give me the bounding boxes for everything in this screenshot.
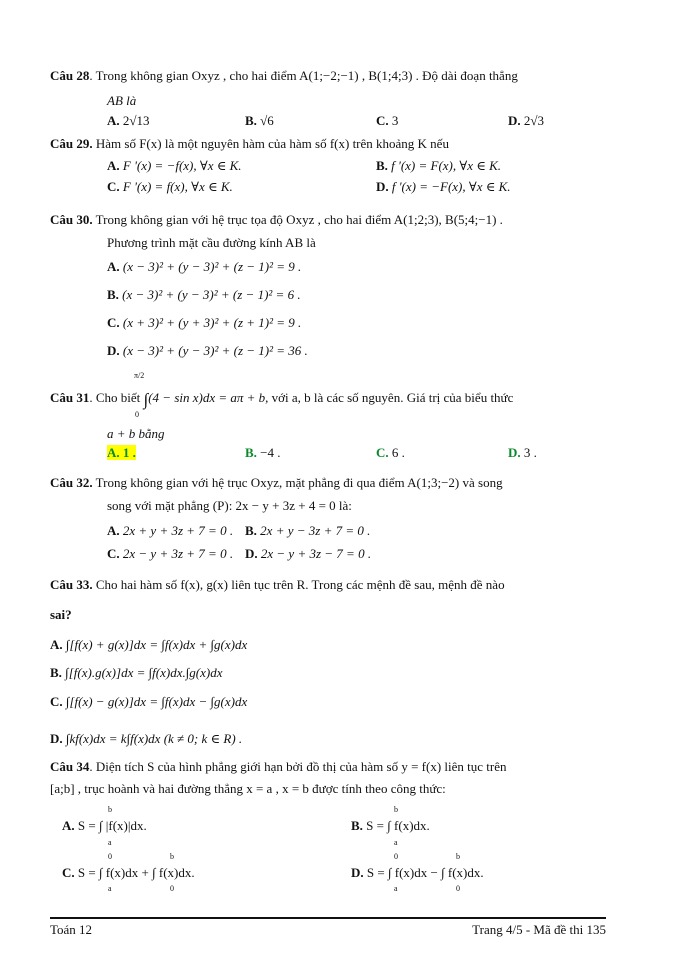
option-d: D. 2√3 <box>508 113 545 128</box>
option-a: A. (x − 3)² + (y − 3)² + (z − 1)² = 9 . <box>107 259 302 274</box>
question-30 <box>50 210 606 229</box>
question-text-line2: Phương trình mặt cầu đường kính AB là <box>107 235 316 250</box>
question-text: . Diện tích S của hình phẳng giới hạn bởi đồ thị của hàm số y = f(x) liên tục trên <box>89 759 507 774</box>
option-c: C. (x + 3)² + (y + 3)² + (z + 1)² = 9 . <box>107 315 302 330</box>
question-text: . Trong không gian Oxyz , cho hai điểm A(1;−2;−1) , B(1;4;3) . Độ dài đoạn thẳng <box>89 68 518 83</box>
option-d: D. f '(x) = −F(x), ∀x ∈ K. <box>376 179 511 194</box>
question-text-line2: a + b bằng <box>107 426 165 441</box>
question-text: Trong không gian với hệ trục tọa độ Oxyz , cho hai điểm A(1;2;3), B(5;4;−1) . <box>92 212 503 227</box>
option-c: C. S = ∫ f(x)dx + ∫ f(x)dx. <box>62 865 195 880</box>
question-28 <box>50 66 606 85</box>
option-d: D. S = ∫ f(x)dx − ∫ f(x)dx. <box>351 865 484 880</box>
option-a: A. 1 . <box>107 445 136 460</box>
question-text-line2: song với mặt phẳng (P): 2x − y + 3z + 4 = 0 là: <box>107 498 352 513</box>
question-33 <box>50 575 606 594</box>
option-c: C. 6 . <box>376 445 405 460</box>
integral-lower-limit: 0 <box>456 884 460 893</box>
question-32 <box>50 473 606 492</box>
integral-lower-limit: 0 <box>170 884 174 893</box>
option-b: B. √6 <box>245 113 274 128</box>
question-label: Câu 29. <box>50 136 93 151</box>
question-text-line2: AB là <box>107 93 137 108</box>
integral-upper-limit: 0 <box>108 852 112 861</box>
question-text: Cho hai hàm số f(x), g(x) liên tục trên R. Trong các mệnh đề sau, mệnh đề nào <box>92 577 505 592</box>
option-a: A. F '(x) = −f(x), ∀x ∈ K. <box>107 158 242 173</box>
question-text-line2: [a;b] , trục hoành và hai đường thẳng x = a , x = b được tính theo công thức: <box>50 781 446 796</box>
integral-lower-limit: a <box>108 838 112 847</box>
question-29 <box>50 134 606 153</box>
option-d: D. 3 . <box>508 445 537 460</box>
option-d: D. 2x − y + 3z − 7 = 0 . <box>245 546 372 561</box>
option-d: D. ∫kf(x)dx = k∫f(x)dx (k ≠ 0; k ∈ R) . <box>50 731 243 746</box>
option-b: B. 2x + y − 3z + 7 = 0 . <box>245 523 371 538</box>
footer-divider <box>50 917 606 919</box>
integral-lower-limit: a <box>394 838 398 847</box>
option-c: C. 2x − y + 3z + 7 = 0 . <box>107 546 234 561</box>
question-label: Câu 31 <box>50 390 90 405</box>
integral-lower-limit: a <box>108 884 112 893</box>
option-c: C. 3 <box>376 113 399 128</box>
question-label: Câu 30. <box>50 212 93 227</box>
option-c: C. F '(x) = f(x), ∀x ∈ K. <box>107 179 233 194</box>
option-b: B. S = ∫ f(x)dx. <box>351 818 430 833</box>
question-34 <box>50 757 606 776</box>
question-text: Hàm số F(x) là một nguyên hàm của hàm số f(x) trên khoảng K nếu <box>92 136 449 151</box>
footer-page-info: Trang 4/5 - Mã đề thi 135 <box>472 922 606 937</box>
option-a: A. 2√13 <box>107 113 150 128</box>
option-b: B. (x − 3)² + (y − 3)² + (z − 1)² = 6 . <box>107 287 301 302</box>
question-label: Câu 33. <box>50 577 93 592</box>
integral-upper-limit: 0 <box>394 852 398 861</box>
option-a: A. S = ∫ |f(x)|dx. <box>62 818 147 833</box>
question-label: Câu 34 <box>50 759 90 774</box>
option-d: D. (x − 3)² + (y − 3)² + (z − 1)² = 36 . <box>107 343 308 358</box>
option-b: B. ∫[f(x).g(x)]dx = ∫f(x)dx.∫g(x)dx <box>50 665 223 680</box>
integral-lower-limit: a <box>394 884 398 893</box>
question-text: Trong không gian với hệ trục Oxyz, mặt phẳng đi qua điểm A(1;3;−2) và song <box>92 475 503 490</box>
integral-sign: ∫ <box>143 390 149 409</box>
question-label: Câu 32. <box>50 475 93 490</box>
option-b: B. f '(x) = F(x), ∀x ∈ K. <box>376 158 502 173</box>
integral-upper-limit: π/2 <box>134 371 145 380</box>
option-b: B. −4 . <box>245 445 281 460</box>
integral-upper-limit: b <box>456 852 460 861</box>
integral-upper-limit: b <box>108 805 112 814</box>
integral-upper-limit: b <box>170 852 174 861</box>
question-label: Câu 28 <box>50 68 90 83</box>
integral-upper-limit: b <box>394 805 398 814</box>
footer-subject: Toán 12 <box>50 922 93 937</box>
integral-lower-limit: 0 <box>135 410 139 419</box>
question-31: Câu 31. Cho biết ∫(4 − sin x)dx = aπ + b, với a, b là các số nguyên. Giá trị của biểu thức <box>50 390 514 409</box>
option-c: C. ∫[f(x) − g(x)]dx = ∫f(x)dx − ∫g(x)dx <box>50 694 248 709</box>
option-a: A. 2x + y + 3z + 7 = 0 . <box>107 523 234 538</box>
question-text-line2: sai? <box>50 607 72 622</box>
option-a: A. ∫[f(x) + g(x)]dx = ∫f(x)dx + ∫g(x)dx <box>50 637 248 652</box>
